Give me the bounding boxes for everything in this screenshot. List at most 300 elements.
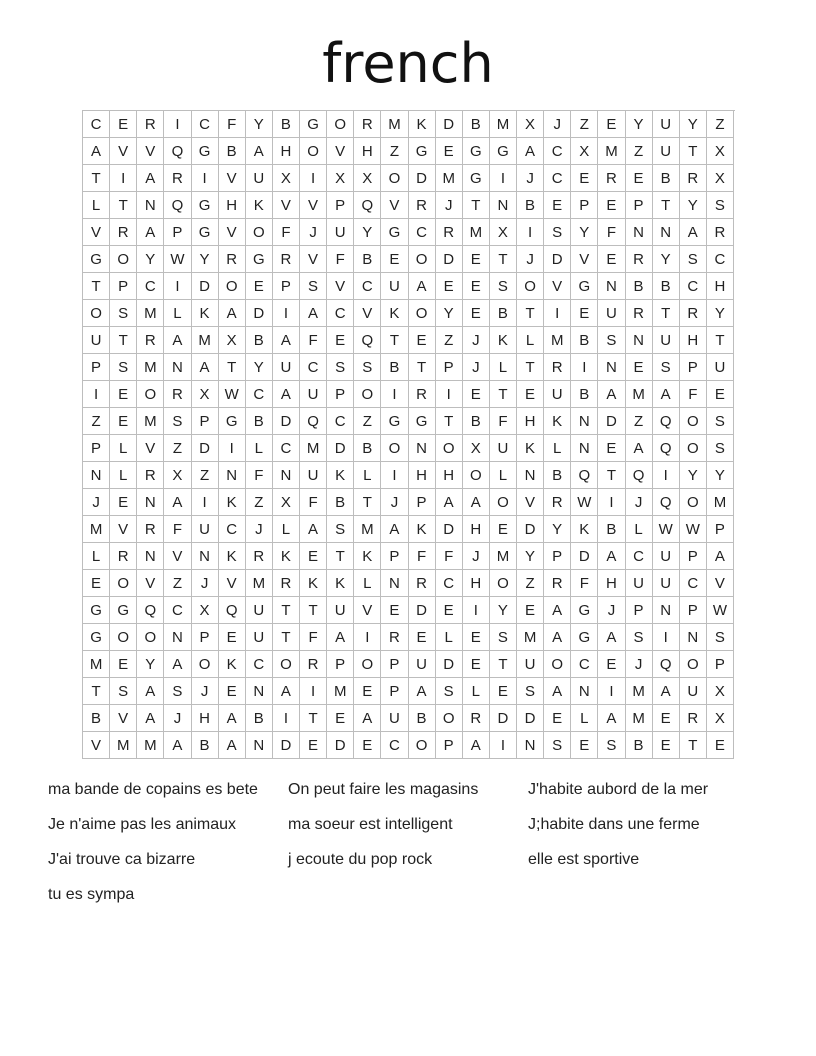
grid-cell[interactable]: G — [490, 138, 517, 165]
grid-cell[interactable]: M — [83, 651, 110, 678]
grid-cell[interactable]: M — [246, 570, 273, 597]
grid-cell[interactable]: V — [571, 246, 598, 273]
grid-cell[interactable]: N — [409, 435, 436, 462]
grid-cell[interactable]: E — [490, 516, 517, 543]
grid-cell[interactable]: T — [354, 489, 381, 516]
grid-cell[interactable]: I — [192, 489, 219, 516]
grid-cell[interactable]: F — [300, 489, 327, 516]
grid-cell[interactable]: R — [680, 705, 707, 732]
grid-cell[interactable]: D — [273, 408, 300, 435]
grid-cell[interactable]: A — [544, 624, 571, 651]
grid-cell[interactable]: L — [110, 462, 137, 489]
grid-cell[interactable]: U — [246, 624, 273, 651]
grid-cell[interactable]: E — [598, 246, 625, 273]
grid-cell[interactable]: H — [354, 138, 381, 165]
grid-cell[interactable]: O — [110, 246, 137, 273]
grid-cell[interactable]: P — [707, 651, 734, 678]
grid-cell[interactable]: G — [192, 192, 219, 219]
grid-cell[interactable]: D — [517, 516, 544, 543]
grid-cell[interactable]: V — [300, 246, 327, 273]
grid-cell[interactable]: O — [137, 381, 164, 408]
grid-cell[interactable]: E — [300, 732, 327, 759]
grid-cell[interactable]: G — [381, 219, 408, 246]
grid-cell[interactable]: W — [653, 516, 680, 543]
grid-cell[interactable]: E — [653, 705, 680, 732]
grid-cell[interactable]: E — [598, 435, 625, 462]
grid-cell[interactable]: T — [517, 300, 544, 327]
grid-cell[interactable]: S — [110, 300, 137, 327]
grid-cell[interactable]: A — [653, 678, 680, 705]
grid-cell[interactable]: N — [517, 462, 544, 489]
grid-cell[interactable]: Q — [300, 408, 327, 435]
grid-cell[interactable]: U — [83, 327, 110, 354]
grid-cell[interactable]: O — [137, 624, 164, 651]
grid-cell[interactable]: E — [463, 273, 490, 300]
grid-cell[interactable]: M — [517, 624, 544, 651]
grid-cell[interactable]: L — [354, 462, 381, 489]
grid-cell[interactable]: N — [517, 732, 544, 759]
grid-cell[interactable]: N — [137, 543, 164, 570]
grid-cell[interactable]: S — [327, 354, 354, 381]
grid-cell[interactable]: A — [381, 516, 408, 543]
grid-cell[interactable]: V — [137, 435, 164, 462]
grid-cell[interactable]: P — [192, 624, 219, 651]
grid-cell[interactable]: A — [544, 597, 571, 624]
grid-cell[interactable]: H — [436, 462, 463, 489]
grid-cell[interactable]: E — [463, 246, 490, 273]
grid-cell[interactable]: B — [354, 246, 381, 273]
grid-cell[interactable]: E — [327, 705, 354, 732]
grid-cell[interactable]: Y — [192, 246, 219, 273]
grid-cell[interactable]: R — [110, 219, 137, 246]
grid-cell[interactable]: P — [110, 273, 137, 300]
grid-cell[interactable]: I — [598, 678, 625, 705]
grid-cell[interactable]: J — [626, 489, 653, 516]
grid-cell[interactable]: Y — [680, 462, 707, 489]
grid-cell[interactable]: I — [300, 165, 327, 192]
grid-cell[interactable]: D — [436, 246, 463, 273]
grid-cell[interactable]: R — [137, 327, 164, 354]
grid-cell[interactable]: H — [219, 192, 246, 219]
grid-cell[interactable]: P — [164, 219, 191, 246]
grid-cell[interactable]: R — [246, 543, 273, 570]
grid-cell[interactable]: I — [381, 462, 408, 489]
grid-cell[interactable]: L — [517, 327, 544, 354]
grid-cell[interactable]: S — [544, 732, 571, 759]
grid-cell[interactable]: S — [680, 246, 707, 273]
grid-cell[interactable]: M — [300, 435, 327, 462]
grid-cell[interactable]: D — [246, 300, 273, 327]
grid-cell[interactable]: I — [273, 705, 300, 732]
grid-cell[interactable]: B — [598, 516, 625, 543]
grid-cell[interactable]: B — [626, 732, 653, 759]
grid-cell[interactable]: D — [571, 543, 598, 570]
grid-cell[interactable]: C — [381, 732, 408, 759]
grid-cell[interactable]: J — [436, 192, 463, 219]
grid-cell[interactable]: C — [680, 570, 707, 597]
grid-cell[interactable]: X — [164, 462, 191, 489]
grid-cell[interactable]: M — [354, 516, 381, 543]
grid-cell[interactable]: J — [517, 165, 544, 192]
grid-cell[interactable]: G — [300, 111, 327, 138]
grid-cell[interactable]: A — [273, 678, 300, 705]
grid-cell[interactable]: A — [219, 705, 246, 732]
grid-cell[interactable]: G — [246, 246, 273, 273]
grid-cell[interactable]: X — [273, 165, 300, 192]
grid-cell[interactable]: F — [680, 381, 707, 408]
grid-cell[interactable]: J — [463, 354, 490, 381]
grid-cell[interactable]: I — [653, 462, 680, 489]
grid-cell[interactable]: O — [680, 408, 707, 435]
grid-cell[interactable]: O — [300, 138, 327, 165]
grid-cell[interactable]: Q — [626, 462, 653, 489]
grid-cell[interactable]: B — [246, 327, 273, 354]
grid-cell[interactable]: U — [381, 273, 408, 300]
grid-cell[interactable]: N — [83, 462, 110, 489]
grid-cell[interactable]: Z — [83, 408, 110, 435]
grid-cell[interactable]: Q — [164, 138, 191, 165]
grid-cell[interactable]: K — [517, 435, 544, 462]
grid-cell[interactable]: I — [436, 381, 463, 408]
grid-cell[interactable]: R — [626, 246, 653, 273]
grid-cell[interactable]: C — [300, 354, 327, 381]
grid-cell[interactable]: O — [110, 624, 137, 651]
grid-cell[interactable]: D — [273, 732, 300, 759]
grid-cell[interactable]: G — [192, 219, 219, 246]
grid-cell[interactable]: Y — [680, 192, 707, 219]
grid-cell[interactable]: A — [680, 219, 707, 246]
grid-cell[interactable]: T — [327, 543, 354, 570]
grid-cell[interactable]: S — [517, 678, 544, 705]
grid-cell[interactable]: H — [598, 570, 625, 597]
grid-cell[interactable]: M — [436, 165, 463, 192]
grid-cell[interactable]: U — [300, 381, 327, 408]
grid-cell[interactable]: V — [544, 273, 571, 300]
grid-cell[interactable]: J — [192, 570, 219, 597]
grid-cell[interactable]: R — [409, 381, 436, 408]
grid-cell[interactable]: B — [354, 435, 381, 462]
grid-cell[interactable]: J — [83, 489, 110, 516]
grid-cell[interactable]: E — [517, 597, 544, 624]
grid-cell[interactable]: F — [409, 543, 436, 570]
grid-cell[interactable]: P — [83, 354, 110, 381]
grid-cell[interactable]: Z — [517, 570, 544, 597]
grid-cell[interactable]: I — [164, 273, 191, 300]
grid-cell[interactable]: T — [273, 597, 300, 624]
grid-cell[interactable]: E — [381, 597, 408, 624]
grid-cell[interactable]: P — [680, 354, 707, 381]
grid-cell[interactable]: S — [544, 219, 571, 246]
grid-cell[interactable]: X — [707, 705, 734, 732]
grid-cell[interactable]: Y — [137, 651, 164, 678]
grid-cell[interactable]: C — [219, 516, 246, 543]
grid-cell[interactable]: S — [707, 408, 734, 435]
grid-cell[interactable]: Z — [164, 435, 191, 462]
grid-cell[interactable]: O — [354, 381, 381, 408]
grid-cell[interactable]: R — [137, 462, 164, 489]
grid-cell[interactable]: E — [463, 300, 490, 327]
grid-cell[interactable]: R — [463, 705, 490, 732]
grid-cell[interactable]: T — [517, 354, 544, 381]
grid-cell[interactable]: V — [83, 219, 110, 246]
grid-cell[interactable]: I — [83, 381, 110, 408]
grid-cell[interactable]: C — [246, 381, 273, 408]
grid-cell[interactable]: P — [327, 381, 354, 408]
grid-cell[interactable]: E — [571, 165, 598, 192]
grid-cell[interactable]: T — [300, 597, 327, 624]
grid-cell[interactable]: I — [490, 165, 517, 192]
grid-cell[interactable]: M — [110, 732, 137, 759]
grid-cell[interactable]: O — [436, 435, 463, 462]
grid-cell[interactable]: N — [653, 219, 680, 246]
grid-cell[interactable]: V — [327, 138, 354, 165]
grid-cell[interactable]: A — [219, 300, 246, 327]
grid-cell[interactable]: Y — [246, 354, 273, 381]
grid-cell[interactable]: L — [436, 624, 463, 651]
grid-cell[interactable]: G — [463, 138, 490, 165]
grid-cell[interactable]: S — [436, 678, 463, 705]
grid-cell[interactable]: S — [707, 192, 734, 219]
grid-cell[interactable]: A — [409, 273, 436, 300]
grid-cell[interactable]: L — [246, 435, 273, 462]
grid-cell[interactable]: U — [517, 651, 544, 678]
grid-cell[interactable]: F — [598, 219, 625, 246]
grid-cell[interactable]: Z — [707, 111, 734, 138]
grid-cell[interactable]: G — [409, 138, 436, 165]
grid-cell[interactable]: P — [544, 543, 571, 570]
grid-cell[interactable]: G — [571, 624, 598, 651]
grid-cell[interactable]: I — [300, 678, 327, 705]
grid-cell[interactable]: R — [381, 624, 408, 651]
grid-cell[interactable]: X — [192, 381, 219, 408]
grid-cell[interactable]: Q — [653, 651, 680, 678]
grid-cell[interactable]: T — [409, 354, 436, 381]
grid-cell[interactable]: T — [490, 246, 517, 273]
grid-cell[interactable]: E — [219, 624, 246, 651]
grid-cell[interactable]: Y — [544, 516, 571, 543]
grid-cell[interactable]: E — [626, 354, 653, 381]
grid-cell[interactable]: I — [653, 624, 680, 651]
grid-cell[interactable]: W — [680, 516, 707, 543]
grid-cell[interactable]: K — [273, 543, 300, 570]
grid-cell[interactable]: B — [463, 408, 490, 435]
grid-cell[interactable]: B — [626, 273, 653, 300]
grid-cell[interactable]: U — [192, 516, 219, 543]
grid-cell[interactable]: U — [544, 381, 571, 408]
grid-cell[interactable]: P — [381, 678, 408, 705]
grid-cell[interactable]: R — [409, 570, 436, 597]
grid-cell[interactable]: N — [164, 624, 191, 651]
grid-cell[interactable]: B — [246, 408, 273, 435]
grid-cell[interactable]: Z — [626, 138, 653, 165]
grid-cell[interactable]: S — [354, 354, 381, 381]
grid-cell[interactable]: C — [354, 273, 381, 300]
grid-cell[interactable]: R — [544, 354, 571, 381]
grid-cell[interactable]: O — [680, 651, 707, 678]
grid-cell[interactable]: K — [219, 489, 246, 516]
grid-cell[interactable]: U — [653, 327, 680, 354]
grid-cell[interactable]: C — [164, 597, 191, 624]
grid-cell[interactable]: D — [436, 516, 463, 543]
grid-cell[interactable]: X — [354, 165, 381, 192]
grid-cell[interactable]: M — [626, 705, 653, 732]
grid-cell[interactable]: A — [137, 678, 164, 705]
grid-cell[interactable]: A — [137, 219, 164, 246]
grid-cell[interactable]: A — [517, 138, 544, 165]
grid-cell[interactable]: N — [571, 435, 598, 462]
grid-cell[interactable]: F — [436, 543, 463, 570]
grid-cell[interactable]: T — [381, 327, 408, 354]
grid-cell[interactable]: P — [436, 354, 463, 381]
grid-cell[interactable]: E — [707, 381, 734, 408]
grid-cell[interactable]: S — [626, 624, 653, 651]
grid-cell[interactable]: A — [653, 381, 680, 408]
grid-cell[interactable]: N — [219, 462, 246, 489]
grid-cell[interactable]: B — [83, 705, 110, 732]
grid-cell[interactable]: O — [544, 651, 571, 678]
grid-cell[interactable]: E — [598, 651, 625, 678]
grid-cell[interactable]: S — [598, 732, 625, 759]
grid-cell[interactable]: A — [300, 516, 327, 543]
grid-cell[interactable]: M — [707, 489, 734, 516]
grid-cell[interactable]: T — [490, 651, 517, 678]
grid-cell[interactable]: J — [164, 705, 191, 732]
grid-cell[interactable]: E — [354, 678, 381, 705]
grid-cell[interactable]: X — [707, 678, 734, 705]
grid-cell[interactable]: V — [354, 300, 381, 327]
grid-cell[interactable]: A — [409, 678, 436, 705]
grid-cell[interactable]: M — [381, 111, 408, 138]
grid-cell[interactable]: R — [680, 165, 707, 192]
grid-cell[interactable]: M — [490, 543, 517, 570]
grid-cell[interactable]: O — [327, 111, 354, 138]
grid-cell[interactable]: M — [463, 219, 490, 246]
grid-cell[interactable]: C — [680, 273, 707, 300]
grid-cell[interactable]: G — [571, 273, 598, 300]
grid-cell[interactable]: Z — [354, 408, 381, 435]
grid-cell[interactable]: P — [327, 192, 354, 219]
grid-cell[interactable]: E — [571, 732, 598, 759]
grid-cell[interactable]: T — [598, 462, 625, 489]
grid-cell[interactable]: O — [354, 651, 381, 678]
grid-cell[interactable]: E — [436, 273, 463, 300]
grid-cell[interactable]: O — [680, 435, 707, 462]
grid-cell[interactable]: N — [273, 462, 300, 489]
grid-cell[interactable]: P — [273, 273, 300, 300]
grid-cell[interactable]: Z — [436, 327, 463, 354]
grid-cell[interactable]: X — [219, 327, 246, 354]
grid-cell[interactable]: G — [463, 165, 490, 192]
grid-cell[interactable]: R — [544, 489, 571, 516]
grid-cell[interactable]: C — [626, 543, 653, 570]
grid-cell[interactable]: L — [164, 300, 191, 327]
grid-cell[interactable]: F — [246, 462, 273, 489]
grid-cell[interactable]: J — [463, 543, 490, 570]
grid-cell[interactable]: A — [598, 381, 625, 408]
grid-cell[interactable]: V — [83, 732, 110, 759]
grid-cell[interactable]: E — [354, 732, 381, 759]
grid-cell[interactable]: L — [544, 435, 571, 462]
grid-cell[interactable]: S — [164, 408, 191, 435]
grid-cell[interactable]: O — [436, 705, 463, 732]
grid-cell[interactable]: I — [354, 624, 381, 651]
grid-cell[interactable]: A — [300, 300, 327, 327]
grid-cell[interactable]: Q — [137, 597, 164, 624]
grid-cell[interactable]: I — [544, 300, 571, 327]
grid-cell[interactable]: Y — [490, 597, 517, 624]
grid-cell[interactable]: R — [164, 165, 191, 192]
grid-cell[interactable]: L — [83, 192, 110, 219]
grid-cell[interactable]: I — [463, 597, 490, 624]
grid-cell[interactable]: V — [517, 489, 544, 516]
grid-cell[interactable]: U — [707, 354, 734, 381]
grid-cell[interactable]: O — [490, 489, 517, 516]
grid-cell[interactable]: O — [680, 489, 707, 516]
grid-cell[interactable]: D — [436, 111, 463, 138]
grid-cell[interactable]: B — [571, 327, 598, 354]
grid-cell[interactable]: E — [110, 408, 137, 435]
grid-cell[interactable]: E — [517, 381, 544, 408]
grid-cell[interactable]: N — [137, 489, 164, 516]
grid-cell[interactable]: R — [680, 300, 707, 327]
grid-cell[interactable]: A — [354, 705, 381, 732]
grid-cell[interactable]: D — [327, 732, 354, 759]
grid-cell[interactable]: V — [110, 516, 137, 543]
grid-cell[interactable]: L — [463, 678, 490, 705]
grid-cell[interactable]: F — [300, 624, 327, 651]
grid-cell[interactable]: A — [463, 489, 490, 516]
grid-cell[interactable]: K — [544, 408, 571, 435]
grid-cell[interactable]: U — [409, 651, 436, 678]
grid-cell[interactable]: N — [381, 570, 408, 597]
grid-cell[interactable]: B — [327, 489, 354, 516]
grid-cell[interactable]: T — [653, 192, 680, 219]
grid-cell[interactable]: L — [571, 705, 598, 732]
grid-cell[interactable]: F — [327, 246, 354, 273]
grid-cell[interactable]: V — [137, 570, 164, 597]
grid-cell[interactable]: I — [192, 165, 219, 192]
grid-cell[interactable]: K — [490, 327, 517, 354]
grid-cell[interactable]: N — [490, 192, 517, 219]
grid-cell[interactable]: H — [409, 462, 436, 489]
grid-cell[interactable]: E — [110, 111, 137, 138]
grid-cell[interactable]: W — [164, 246, 191, 273]
grid-cell[interactable]: J — [246, 516, 273, 543]
grid-cell[interactable]: S — [490, 624, 517, 651]
grid-cell[interactable]: E — [463, 381, 490, 408]
grid-cell[interactable]: E — [110, 489, 137, 516]
grid-cell[interactable]: K — [327, 570, 354, 597]
grid-cell[interactable]: U — [300, 462, 327, 489]
grid-cell[interactable]: A — [164, 489, 191, 516]
grid-cell[interactable]: E — [463, 651, 490, 678]
grid-cell[interactable]: A — [707, 543, 734, 570]
grid-cell[interactable]: T — [653, 300, 680, 327]
grid-cell[interactable]: E — [300, 543, 327, 570]
grid-cell[interactable]: A — [246, 138, 273, 165]
grid-cell[interactable]: C — [273, 435, 300, 462]
grid-cell[interactable]: B — [381, 354, 408, 381]
grid-cell[interactable]: J — [598, 597, 625, 624]
grid-cell[interactable]: H — [680, 327, 707, 354]
grid-cell[interactable]: A — [164, 651, 191, 678]
grid-cell[interactable]: O — [273, 651, 300, 678]
grid-cell[interactable]: R — [409, 192, 436, 219]
grid-cell[interactable]: K — [571, 516, 598, 543]
grid-cell[interactable]: R — [164, 381, 191, 408]
grid-cell[interactable]: N — [626, 219, 653, 246]
grid-cell[interactable]: X — [490, 219, 517, 246]
